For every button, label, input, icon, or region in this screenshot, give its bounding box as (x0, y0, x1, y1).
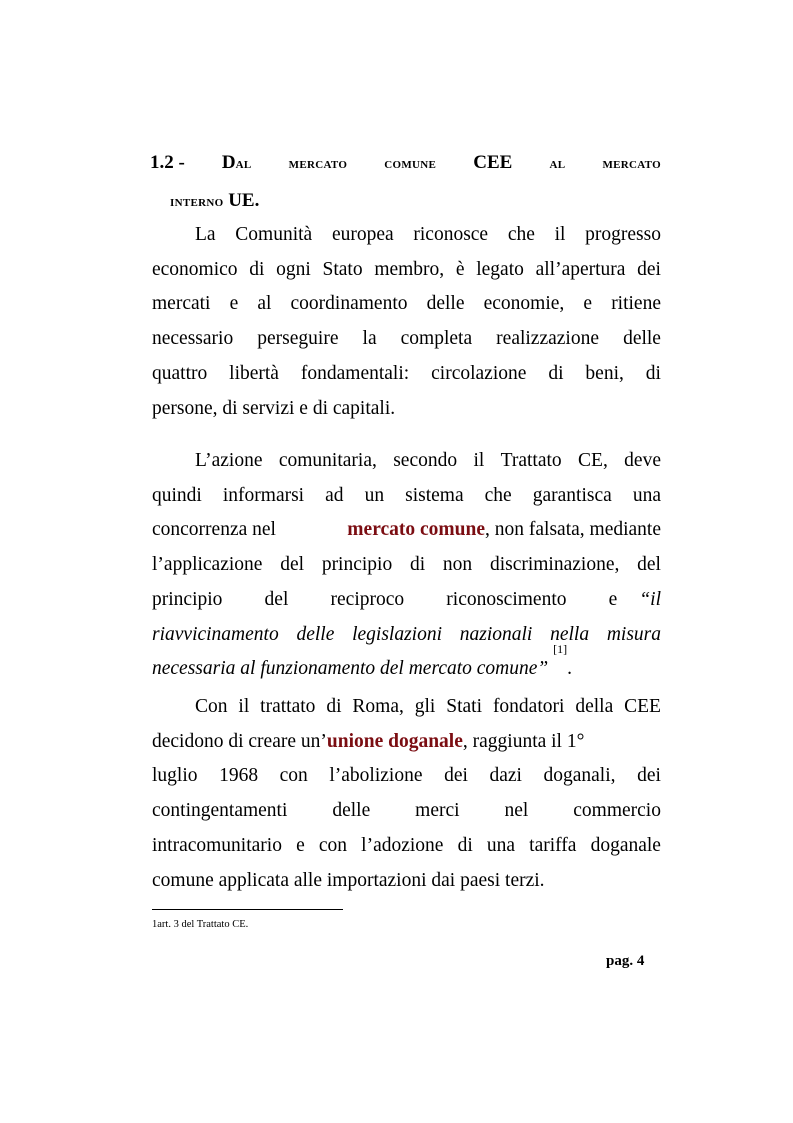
word: 1968 (219, 765, 259, 787)
word: gli (414, 696, 436, 717)
text-line (152, 759, 661, 794)
heading-word: UE. (228, 190, 260, 211)
text-line (152, 548, 661, 583)
word: membro, (374, 258, 445, 280)
word: ritiene (611, 293, 661, 315)
text-line: comune applicata alle importazioni dai paesi terzi. (152, 869, 545, 891)
word: doganale (590, 834, 661, 856)
word: circolazione (431, 362, 527, 384)
word: e (229, 293, 239, 315)
text-line (152, 357, 661, 392)
word: fondatori (492, 696, 565, 717)
text-fragment: , non falsata, mediante (485, 519, 661, 541)
word: coordinamento (290, 293, 408, 315)
word: comunitaria, (278, 450, 377, 471)
word: di (409, 554, 426, 576)
footnote-reference[interactable]: [1] (553, 642, 568, 657)
text-fragment: necessaria al funzionamento del mercato comune” (152, 658, 549, 680)
word: delle (623, 328, 661, 350)
word: luglio (152, 765, 198, 787)
word: quattro (152, 362, 208, 384)
text-fragment: . (567, 658, 573, 680)
word: contingentamenti (152, 800, 288, 822)
heading-word: D (221, 152, 236, 173)
word: un (364, 484, 385, 506)
word: al (257, 293, 272, 315)
page-number: pag. 4 (606, 953, 645, 969)
section-heading-line2 (170, 186, 259, 217)
word: intracomunitario (152, 834, 282, 856)
word: doganali, (543, 765, 616, 787)
heading-word: CEE (473, 152, 513, 173)
word: Stati (446, 696, 483, 717)
heading-word: mercato (288, 156, 348, 172)
word: Trattato (500, 450, 562, 471)
word: all’apertura (535, 258, 626, 280)
word: che (484, 484, 512, 506)
word: fondamentali: (300, 362, 410, 384)
text-line (152, 322, 661, 357)
word: secondo (393, 450, 458, 471)
word: dei (637, 765, 661, 787)
word: legislazioni (352, 623, 443, 645)
text-line (152, 618, 661, 653)
text-fragment: decidono di creare un’ (152, 730, 327, 752)
text-fragment (152, 583, 639, 618)
word: sistema (405, 484, 464, 506)
text-line (152, 725, 661, 760)
word: principio (321, 554, 393, 576)
footnote-divider (152, 909, 343, 910)
word: e (583, 293, 593, 315)
word: l’adozione (361, 834, 444, 856)
word: informarsi (222, 484, 305, 506)
word: del (280, 554, 305, 576)
word: realizzazione (496, 328, 600, 350)
text-line (152, 253, 661, 288)
word: commercio (573, 800, 661, 822)
text-line (152, 513, 661, 548)
text-fragment: , raggiunta il 1° (462, 730, 585, 752)
section-heading (150, 148, 661, 179)
word: della (575, 696, 614, 717)
word: dei (637, 258, 661, 280)
word: mercati (152, 293, 211, 315)
word: discriminazione, (489, 554, 620, 576)
word: del (637, 554, 661, 576)
word: Con (195, 696, 228, 717)
word: ad (325, 484, 344, 506)
word: legato (476, 258, 524, 280)
word: riconosce (413, 224, 489, 245)
word: il (473, 450, 485, 471)
word: garantisca (532, 484, 612, 506)
word: La (195, 224, 216, 245)
word: delle (296, 623, 335, 645)
word: delle (332, 800, 371, 822)
heading-word: al (235, 156, 252, 172)
text-line (152, 583, 661, 618)
heading-number: 1.2 - (150, 152, 185, 173)
word: con (279, 765, 308, 787)
word: dazi (489, 765, 522, 787)
word: non (442, 554, 473, 576)
highlight-unione-doganale: unione doganale (326, 730, 463, 752)
word: riconoscimento (446, 588, 567, 610)
word: e (296, 834, 305, 856)
word: e (608, 588, 618, 610)
text-line (152, 690, 661, 725)
word: riavvicinamento (152, 623, 279, 645)
heading-word: comune (384, 156, 437, 172)
text-line (152, 287, 661, 322)
heading-word: interno (170, 194, 224, 210)
text-line (152, 642, 661, 687)
word: dei (444, 765, 468, 787)
paragraph-1 (152, 218, 661, 426)
word: tariffa (529, 834, 577, 856)
word: economie, (483, 293, 565, 315)
paragraph-2 (152, 444, 661, 687)
word: è (455, 258, 465, 280)
text-line (152, 829, 661, 864)
word: di (645, 362, 661, 384)
word: CE, (578, 450, 608, 471)
word: completa (400, 328, 473, 350)
word: l’abolizione (329, 765, 423, 787)
text-line: persone, di servizi e di capitali. (152, 397, 396, 419)
text-fragment: “il (639, 588, 661, 610)
word: delle (426, 293, 465, 315)
text-line (152, 218, 661, 253)
word: una (486, 834, 516, 856)
text-line (152, 444, 661, 479)
word: nazionali (459, 623, 533, 645)
word: trattato (260, 696, 316, 717)
word: di (249, 258, 265, 280)
text-fragment: concorrenza nel (152, 519, 276, 541)
word: quindi (152, 484, 202, 506)
word: principio (152, 588, 223, 610)
word: perseguire (257, 328, 339, 350)
word: del (264, 588, 289, 610)
word: L’azione (195, 450, 263, 471)
footnote-number: 1 (152, 919, 158, 930)
word: l’applicazione (152, 554, 263, 576)
word: ogni (276, 258, 311, 280)
footnote (152, 918, 248, 932)
heading-word: mercato (602, 156, 661, 172)
paragraph-3 (152, 690, 661, 898)
word: il (238, 696, 250, 717)
word: merci (415, 800, 460, 822)
word: necessario (152, 328, 234, 350)
word: con (318, 834, 348, 856)
word: deve (624, 450, 661, 471)
word: Roma, (352, 696, 404, 717)
text-line (152, 479, 661, 514)
word: beni, (585, 362, 624, 384)
word: la (362, 328, 377, 350)
word: Stato (322, 258, 363, 280)
word: di (326, 696, 342, 717)
text-line (152, 794, 661, 829)
word: nel (504, 800, 529, 822)
word: reciproco (330, 588, 405, 610)
word: Comunità (235, 224, 313, 245)
highlight-mercato-comune: mercato comune (347, 519, 486, 541)
word: di (457, 834, 473, 856)
word: il (554, 224, 566, 245)
footnote-text: art. 3 del Trattato CE. (157, 919, 249, 930)
word: economico (152, 258, 238, 280)
heading-word: al (549, 156, 566, 172)
word: CEE (624, 696, 661, 717)
word: misura (606, 623, 661, 645)
word: una (632, 484, 661, 506)
word: europea (331, 224, 394, 245)
word: che (507, 224, 535, 245)
word: di (548, 362, 564, 384)
word: nella (550, 623, 590, 645)
word: progresso (585, 224, 661, 245)
word: libertà (229, 362, 279, 384)
